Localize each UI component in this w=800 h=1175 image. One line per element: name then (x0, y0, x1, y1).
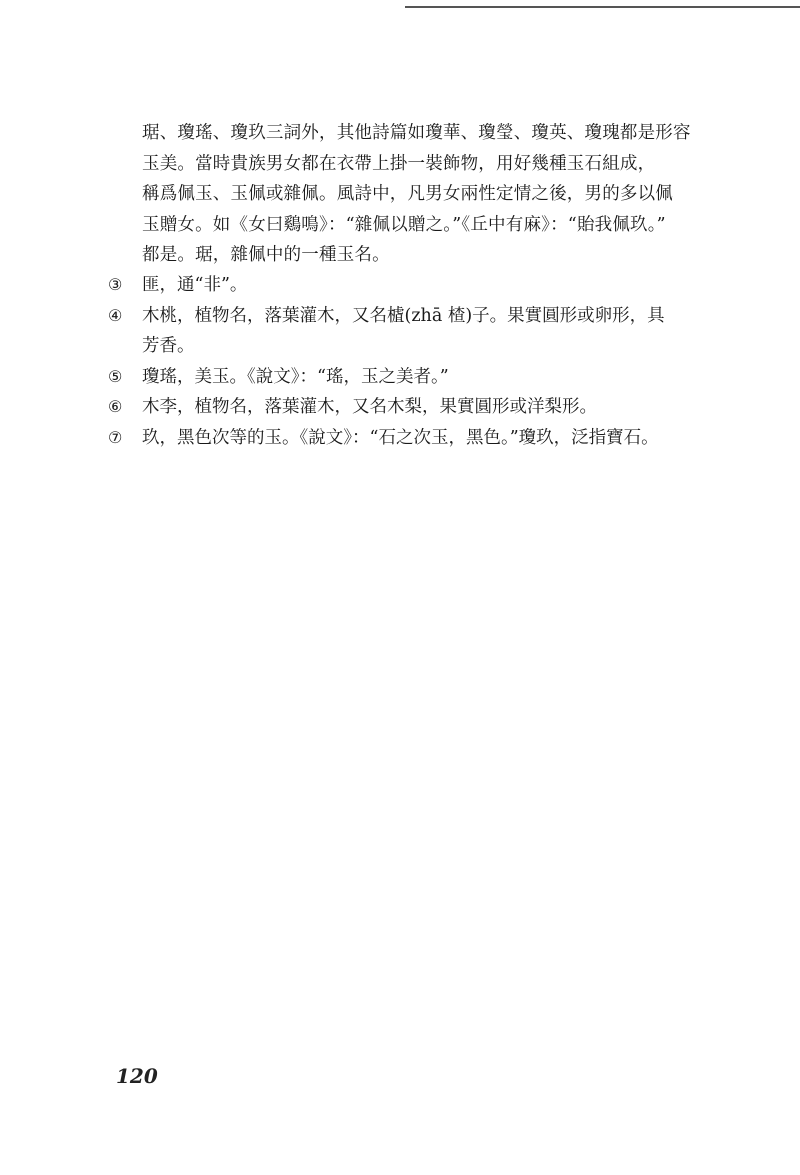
text-line: 玉美。當時貴族男女都在衣帶上掛一裝飾物，用好幾種玉石組成， (142, 153, 656, 174)
continued-note-text (142, 118, 691, 271)
footnote-7 (108, 423, 668, 454)
text-line: 玉贈女。如《女曰鷄鳴》：“雜佩以贈之。”《丘中有麻》：“貽我佩玖。” (142, 214, 666, 235)
footnote-number: ⑤ (108, 366, 123, 386)
footnote-text: 木桃，植物名，落葉灌木，又名樝(zhā 楂)子。果實圓形或卵形，具 (142, 305, 665, 326)
text-line: 都是。琚，雜佩中的一種玉名。 (142, 245, 390, 265)
header-rule (405, 6, 800, 8)
page-number: 120 (116, 1064, 158, 1088)
footnote-text: 瓊瑤，美玉。《說文》：“瑤，玉之美者。” (142, 366, 449, 387)
footnote-text: 木李，植物名，落葉灌木，又名木梨，果實圓形或洋梨形。 (142, 397, 597, 417)
text-line: 琚、瓊瑤、瓊玖三詞外，其他詩篇如瓊華、瓊瑩、瓊英、瓊瑰都是形容 (142, 123, 691, 143)
text-line: 稱爲佩玉、玉佩或雜佩。風詩中，凡男女兩性定情之後，男的多以佩 (142, 184, 673, 204)
footnote-number: ④ (108, 305, 123, 325)
footnote-5 (108, 362, 668, 393)
footnote-6 (108, 392, 668, 423)
footnote-number: ⑦ (108, 427, 123, 447)
footnote-4 (108, 301, 668, 362)
footnote-text: 匪，通“非”。 (142, 275, 248, 295)
footnote-number: ⑥ (108, 397, 123, 416)
footnote-text: 玖，黑色次等的玉。《說文》：“石之次玉，黑色。”瓊玖，泛指寶石。 (142, 427, 659, 448)
footnote-list (108, 270, 668, 453)
footnote-text: 芳香。 (142, 336, 195, 356)
footnote-number: ③ (108, 275, 123, 294)
footnote-3 (108, 270, 668, 301)
